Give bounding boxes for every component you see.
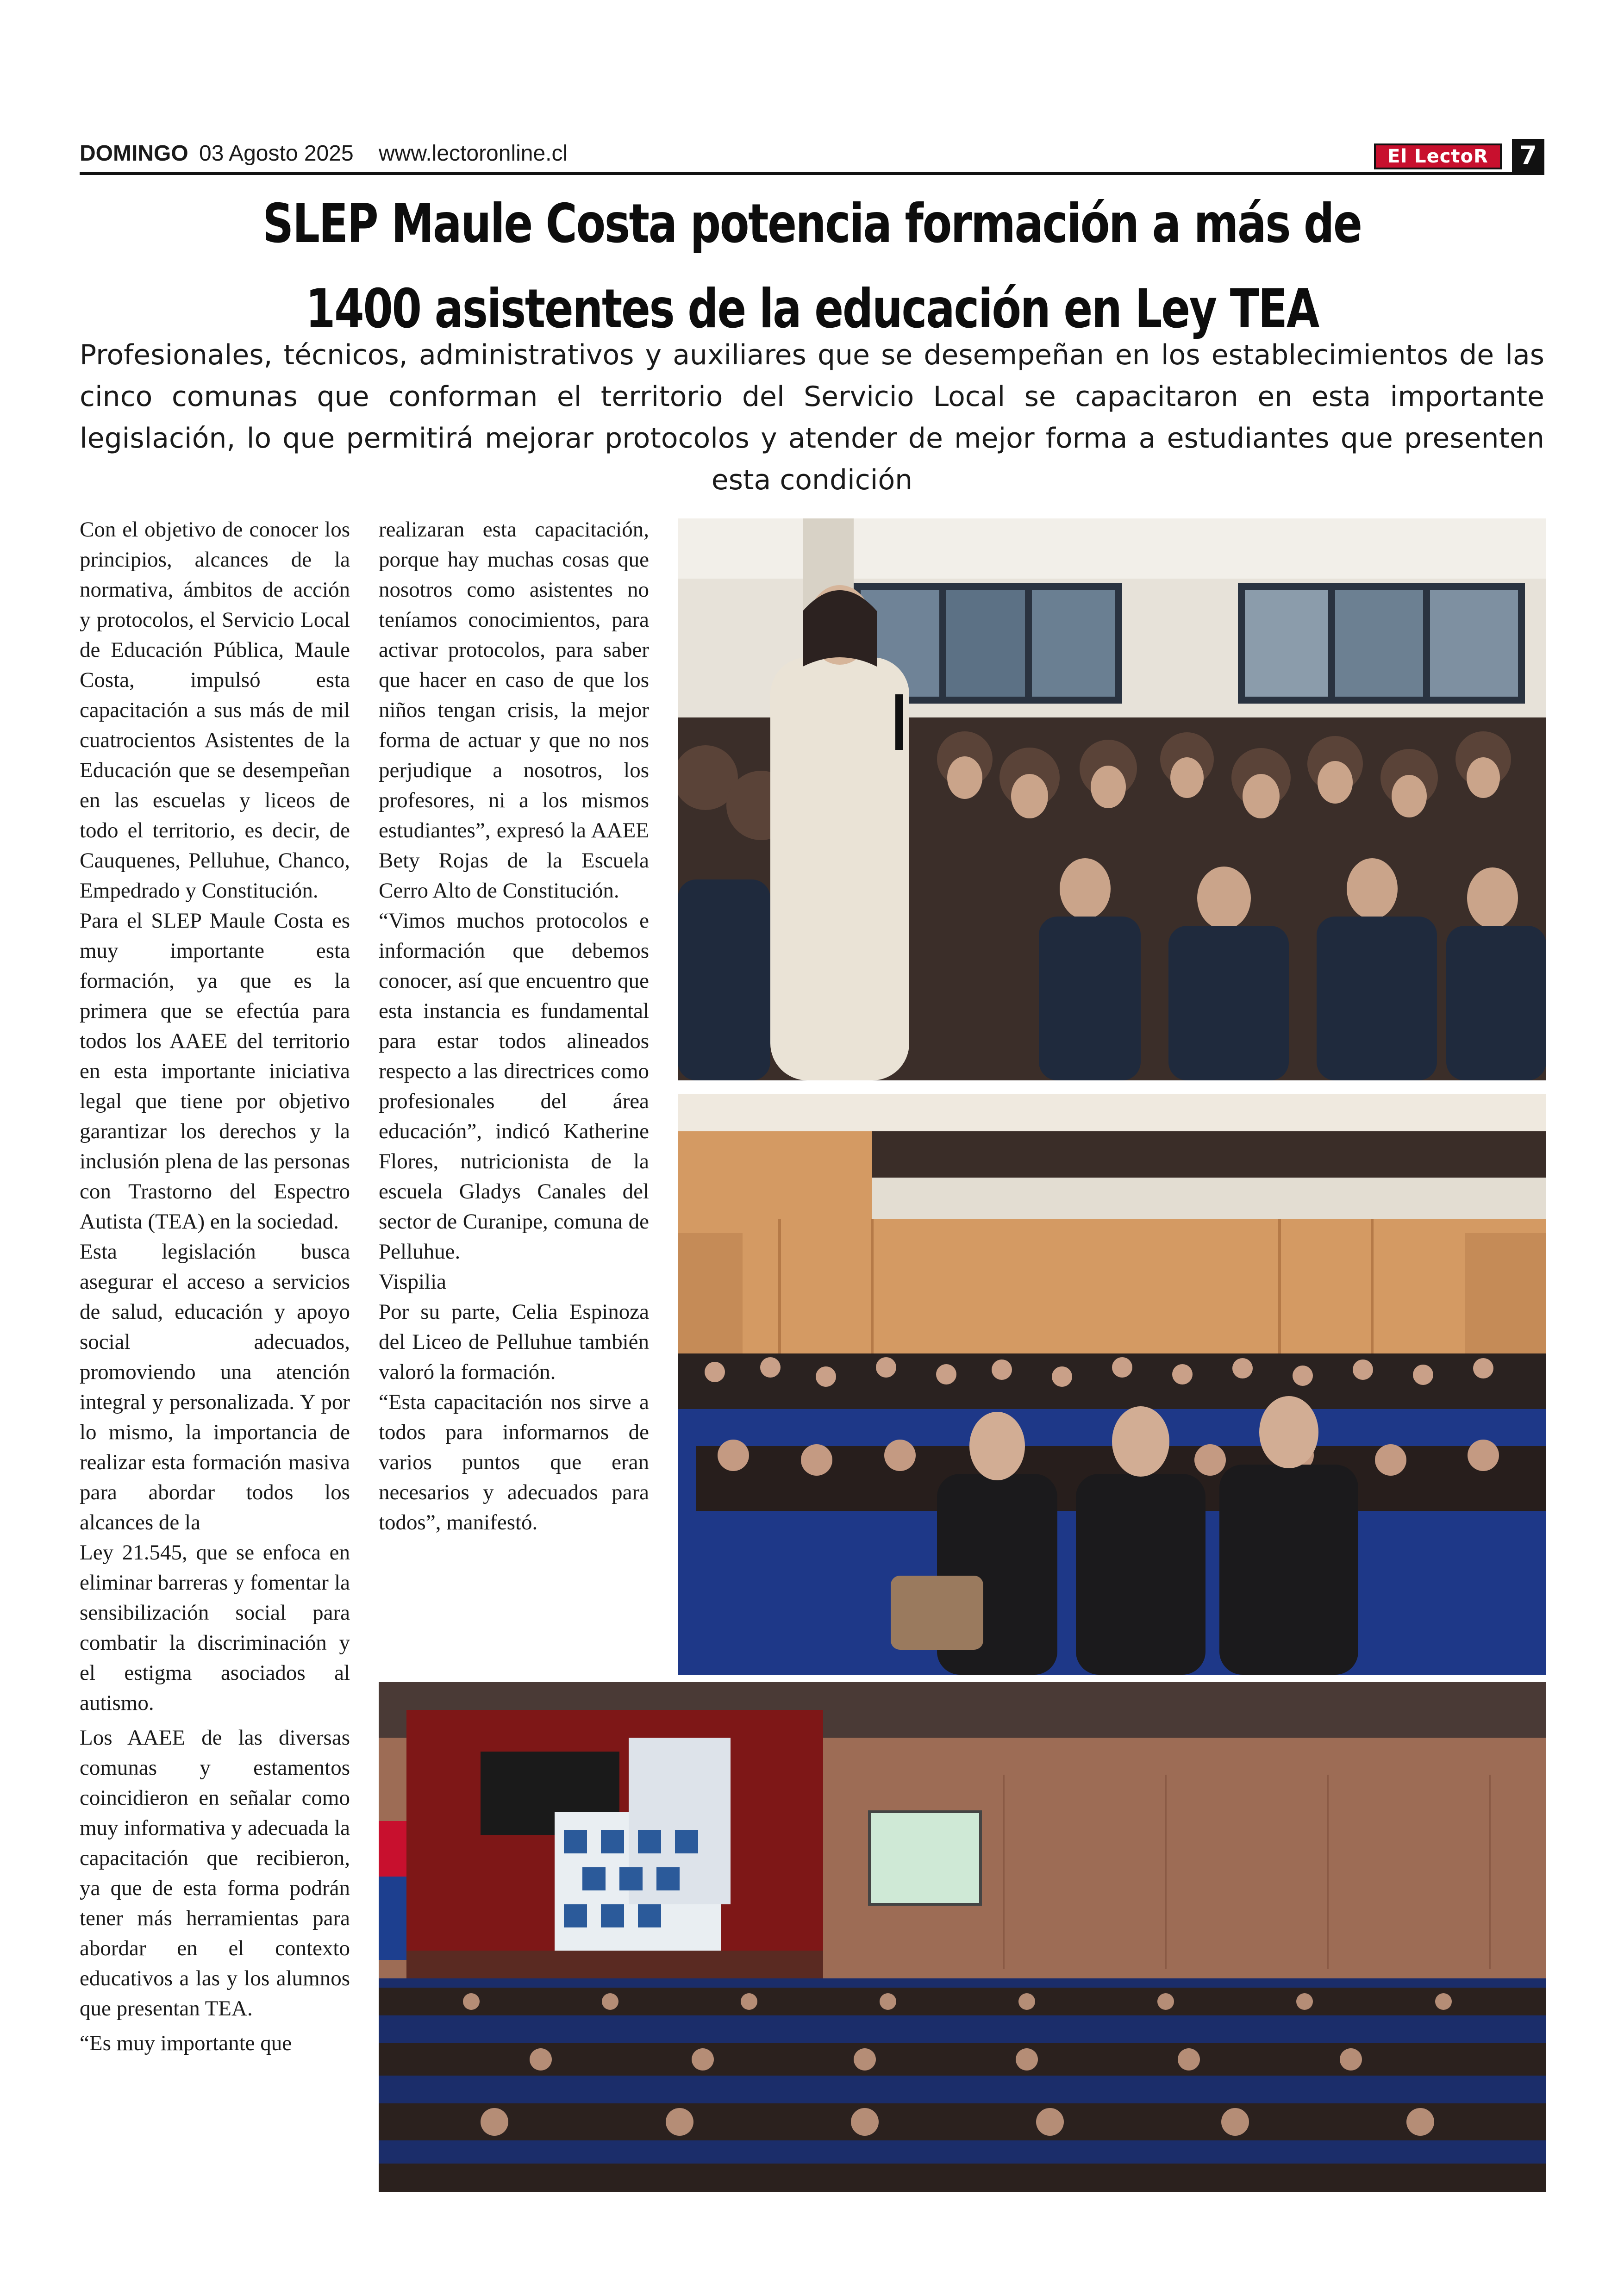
- header-date: 03 Agosto 2025: [199, 141, 354, 166]
- paragraph: Para el SLEP Maule Costa es muy importante esta formación, ya que es la primera que se efectúa para todos los AAEE del territorio en esta importante iniciativa legal que tiene por objetivo garantizar los derechos y la inclusión plena de las personas con Trastorno del Espectro Autista (TEA) en la sociedad.: [80, 909, 350, 1234]
- header-day: DOMINGO: [80, 141, 188, 166]
- article-column-2: [379, 515, 649, 1681]
- stage-photo-image: [379, 1682, 1546, 2192]
- lead-paragraph: Profesionales, técnicos, administrativos y auxiliares que se desempeñan en los establecimientos de las cinco comunas que conforman el territorio del Servicio Local se capacitaron en esta importante legislación, lo que permitirá mejorar protocolos y atender de mejor forma a estudiantes que presenten esta condición: [80, 339, 1544, 496]
- speaker-photo: [678, 518, 1546, 1080]
- subheading: Vispilia: [379, 1270, 447, 1294]
- page-header: [80, 139, 1544, 175]
- paragraph: Con el objetivo de conocer los principios, alcances de la normativa, ámbitos de acción y protocolos, el Servicio Local de Educación Pública, Maule Costa, impulsó esta capacitación a sus más de mil cuatrocientos Asistentes de la Educación que se desempeñan en las escuelas y liceos de todo el territorio, es decir, de Cauquenes, Pelluhue, Chanco, Empedrado y Constitución.: [80, 518, 350, 903]
- header-url[interactable]: www.lectoronline.cl: [379, 141, 568, 166]
- paragraph: realizaran esta capacitación, porque hay muchas cosas que nosotros como asistentes no teníamos conocimientos, para activar protocolos, para saber que hacer en caso de que los niños tengan crisis, la mejor forma de actuar y que no nos perjudique a nosotros, los profesores, ni a los mismos estudiantes”, expresó la AAEE Bety Rojas de la Escuela Cerro Alto de Constitución.: [379, 518, 649, 903]
- paragraph: “Vimos muchos protocolos e información que debemos conocer, así que encuentro que esta instancia es fundamental para estar todos alineados respecto a las directrices como profesionales del área educación”, indicó Katherine Flores, nutricionista de la escuela Gladys Canales del sector de Curanipe, comuna de Pelluhue.: [379, 909, 649, 1264]
- page-number: 7: [1512, 139, 1544, 172]
- paragraph: Esta legislación busca asegurar el acceso a servicios de salud, educación y apoyo social adecuados, promoviendo una atención integral y personalizada. Y por lo mismo, la importancia de realizar esta formación masiva para abordar todos los alcances de la: [80, 1240, 350, 1534]
- speaker-photo-image: [678, 518, 1546, 1080]
- newspaper-logo: El LectoR: [1374, 143, 1502, 169]
- article-column-1: [80, 515, 350, 2195]
- paragraph: “Esta capacitación nos sirve a todos para informarnos de varios puntos que eran necesarios y adecuados para todos”, manifestó.: [379, 1390, 649, 1534]
- paragraph: “Es muy importante que: [80, 2031, 292, 2055]
- paragraph: Los AAEE de las diversas comunas y estamentos coincidieron en señalar como muy informativa y adecuada la capacitación que recibieron, ya que de esta forma podrán tener más herramientas para abordar en el contexto educativos a las y los alumnos que presentan TEA.: [80, 1726, 350, 2021]
- headline: SLEP Maule Costa potencia formación a más de 1400 asistentes de la educación en Ley TEA: [262, 193, 1362, 340]
- auditorium-photo-image: [678, 1094, 1546, 1675]
- paragraph: Por su parte, Celia Espinoza del Liceo de Pelluhue también valoró la formación.: [379, 1300, 649, 1384]
- auditorium-photo: [678, 1094, 1546, 1675]
- stage-photo: [379, 1682, 1546, 2192]
- paragraph: Ley 21.545, que se enfoca en eliminar barreras y fomentar la sensibilización social para combatir la discriminación y el estigma asociados al autismo.: [80, 1540, 350, 1715]
